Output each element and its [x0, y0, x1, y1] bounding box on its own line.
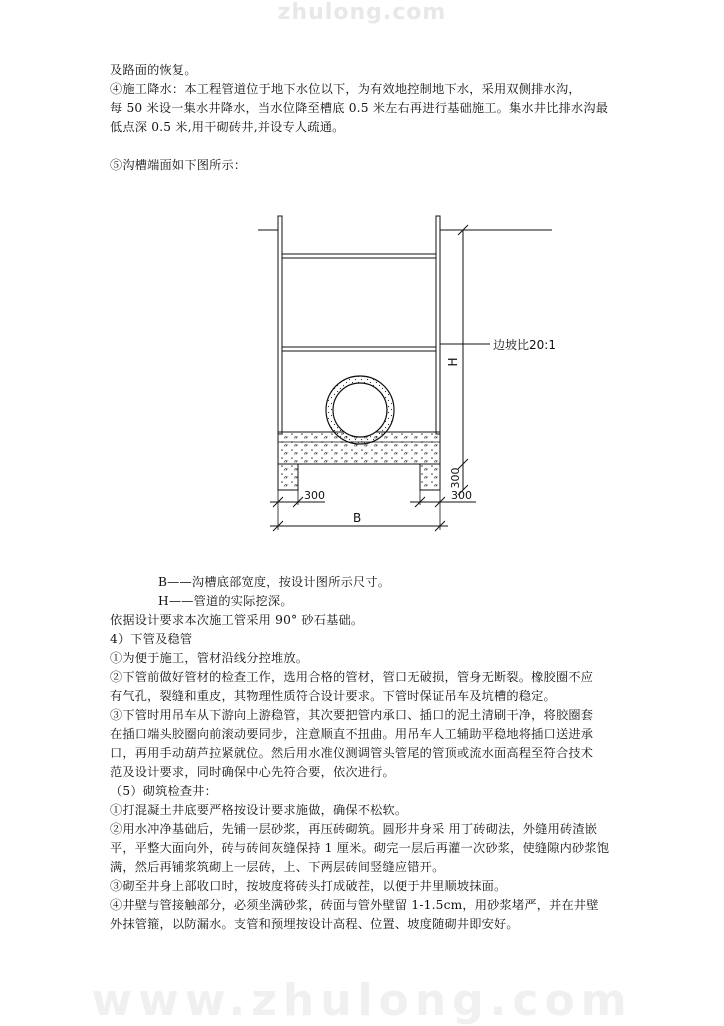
- trench-wall-right: [436, 216, 440, 434]
- text-line: 有气孔，裂缝和重皮，其物理性质符合设计要求。下管时保证吊车及坑槽的稳定。: [110, 689, 556, 703]
- text-line: ①打混凝土井底要严格按设计要求施做，确保不松软。: [110, 803, 408, 817]
- section-heading: 4）下管及稳管: [110, 632, 193, 646]
- slope-ratio-label: 边坡比20:1: [493, 338, 556, 352]
- text-line: ②用水冲净基础后，先铺一层砂浆，再压砖砌筑。圆形井身采 用丁砖砌法，外缝用砖渣嵌: [110, 822, 598, 836]
- legend-b: B——沟槽底部宽度，按设计图所示尺寸。: [158, 575, 391, 589]
- text-line: 满，然后再铺浆筑砌上一层砖，上、下两层砖间竖缝应错开。: [110, 860, 445, 874]
- legend-h: H——管道的实际挖深。: [158, 594, 293, 608]
- pipe-inner: [333, 383, 387, 437]
- trench-cross-section-diagram: [255, 212, 565, 542]
- text-line: 依据设计要求本次施工管采用 90° 砂石基础。: [110, 613, 364, 627]
- text-line: 口，再用手动葫芦拉紧就位。然后用水准仪测调管头管尾的管顶或流水面高程至符合技术: [110, 746, 594, 760]
- dim-300-left: 300: [304, 489, 325, 502]
- watermark-bottom: www.zhulong.com: [91, 975, 633, 1026]
- text-line: ②下管前做好管材的检查工作，选用合格的管材，管口无破损，管身无断裂。橡胶圈不应: [110, 670, 594, 684]
- watermark-top: zhulong.com: [277, 0, 447, 25]
- b-label: B: [353, 511, 362, 525]
- text-line: 每 50 米设一集水井降水，当水位降至槽底 0.5 米左右再进行基础施工。集水井比排水沟最: [110, 101, 609, 115]
- text-line: 低点深 0.5 米,用干砌砖井,并设专人疏通。: [110, 120, 345, 134]
- footing-left: [278, 464, 298, 490]
- text-line: ④井壁与管接触部分，必须坐满砂浆，砖面与管外壁留 1-1.5cm，用砂浆堵严，并在井壁: [110, 898, 599, 912]
- text-line: 及路面的恢复。: [110, 63, 197, 77]
- text-line: ④施工降水：本工程管道位于地下水位以下，为有效地控制地下水，采用双侧排水沟，: [110, 82, 581, 96]
- dim-300-vertical: 300: [449, 467, 462, 489]
- text-line: ⑤沟槽端面如下图所示：: [110, 158, 247, 172]
- text-line: ③下管时用吊车从下游向上游稳管，其次要把管内承口、插口的泥土清刷干净，将胶圈套: [110, 708, 594, 722]
- text-line: ①为便于施工，管材沿线分控堆放。: [110, 651, 309, 665]
- text-line: 范及设计要求，同时确保中心先符合要，依次进行。: [110, 765, 395, 779]
- text-line: 外抹管箍，以防漏水。支管和预埋按设计高程、位置、坡度随砌井即安好。: [110, 917, 519, 931]
- text-line: 在插口端头胶圈向前滚动要同步，注意顺直不扭曲。用吊车人工辅助平稳地将插口送进承: [110, 727, 594, 741]
- footing-right: [420, 464, 440, 490]
- h-label: H: [446, 357, 460, 367]
- section-heading: （5）砌筑检查井：: [110, 784, 218, 798]
- trench-wall-left: [278, 216, 282, 434]
- dim-300-right: 300: [451, 489, 472, 502]
- text-line: 平，平整大面向外，砖与砖间灰缝保持 1 厘米。砌完一层后再灌一次砂浆，使缝隙内砂浆饱: [110, 841, 610, 855]
- text-line: ③砌至井身上部收口时，按坡度将砖头打成破茬，以便于井里顺坡抹面。: [110, 879, 507, 893]
